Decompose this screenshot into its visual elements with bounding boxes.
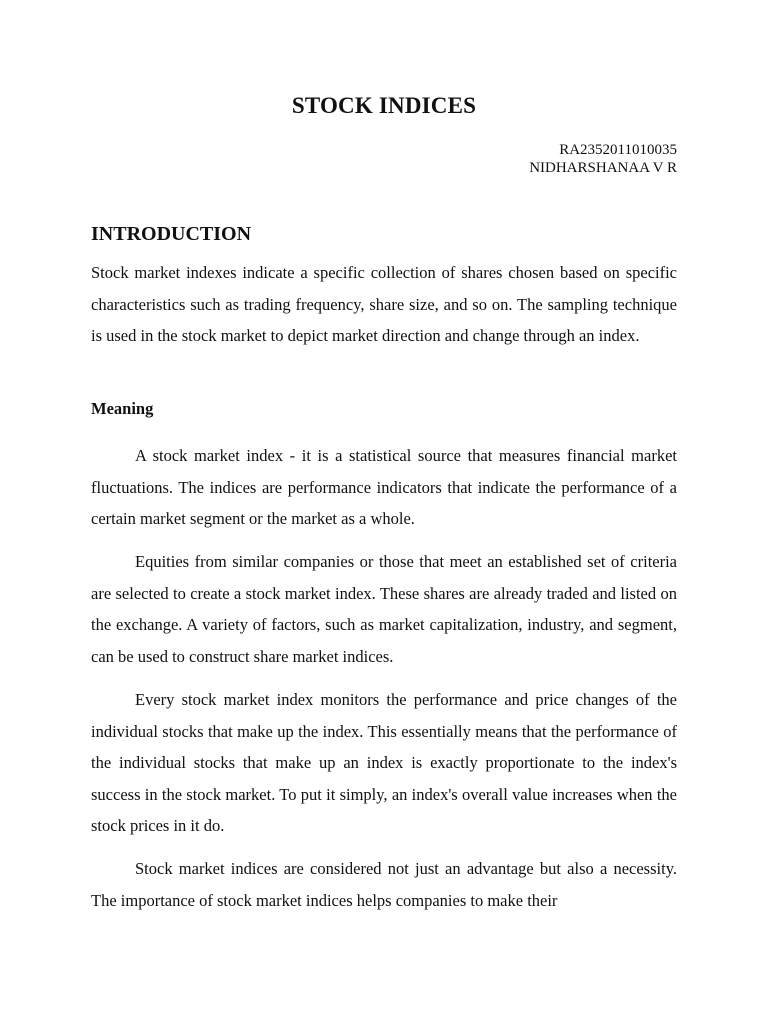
introduction-paragraph: Stock market indexes indicate a specific collection of shares chosen based on specific characteristics such as trading frequency, share size, and so on. The sampling technique is used in the stock market to depict market direction and change through an index. xyxy=(91,263,677,345)
introduction-heading: INTRODUCTION xyxy=(91,223,252,245)
meaning-heading: Meaning xyxy=(91,399,154,418)
author-id: RA2352011010035 xyxy=(559,142,677,158)
author-block xyxy=(529,141,677,177)
meaning-paragraph-2: Equities from similar companies or those that meet an established set of criteria are selected to create a stock market index. These shares are already traded and listed on the exchange. A variety of factors, such as market capitalization, industry, and segment, can be used to construct share market indices. xyxy=(91,552,677,666)
meaning-paragraph-1: A stock market index - it is a statistical source that measures financial market fluctuations. The indices are performance indicators that indicate the performance of a certain market segment or the market as a whole. xyxy=(91,446,677,528)
meaning-paragraph-4: Stock market indices are considered not just an advantage but also a necessity. The importance of stock market indices helps companies to make their xyxy=(91,859,677,910)
author-name: NIDHARSHANAA V R xyxy=(529,160,677,176)
meaning-paragraph-3: Every stock market index monitors the performance and price changes of the individual stocks that make up the index. This essentially means that the performance of the individual stocks that make up an index is exactly proportionate to the index's success in the stock market. To put it simply, an index's overall value increases when the stock prices in it do. xyxy=(91,690,677,835)
document-title: STOCK INDICES xyxy=(291,93,477,118)
